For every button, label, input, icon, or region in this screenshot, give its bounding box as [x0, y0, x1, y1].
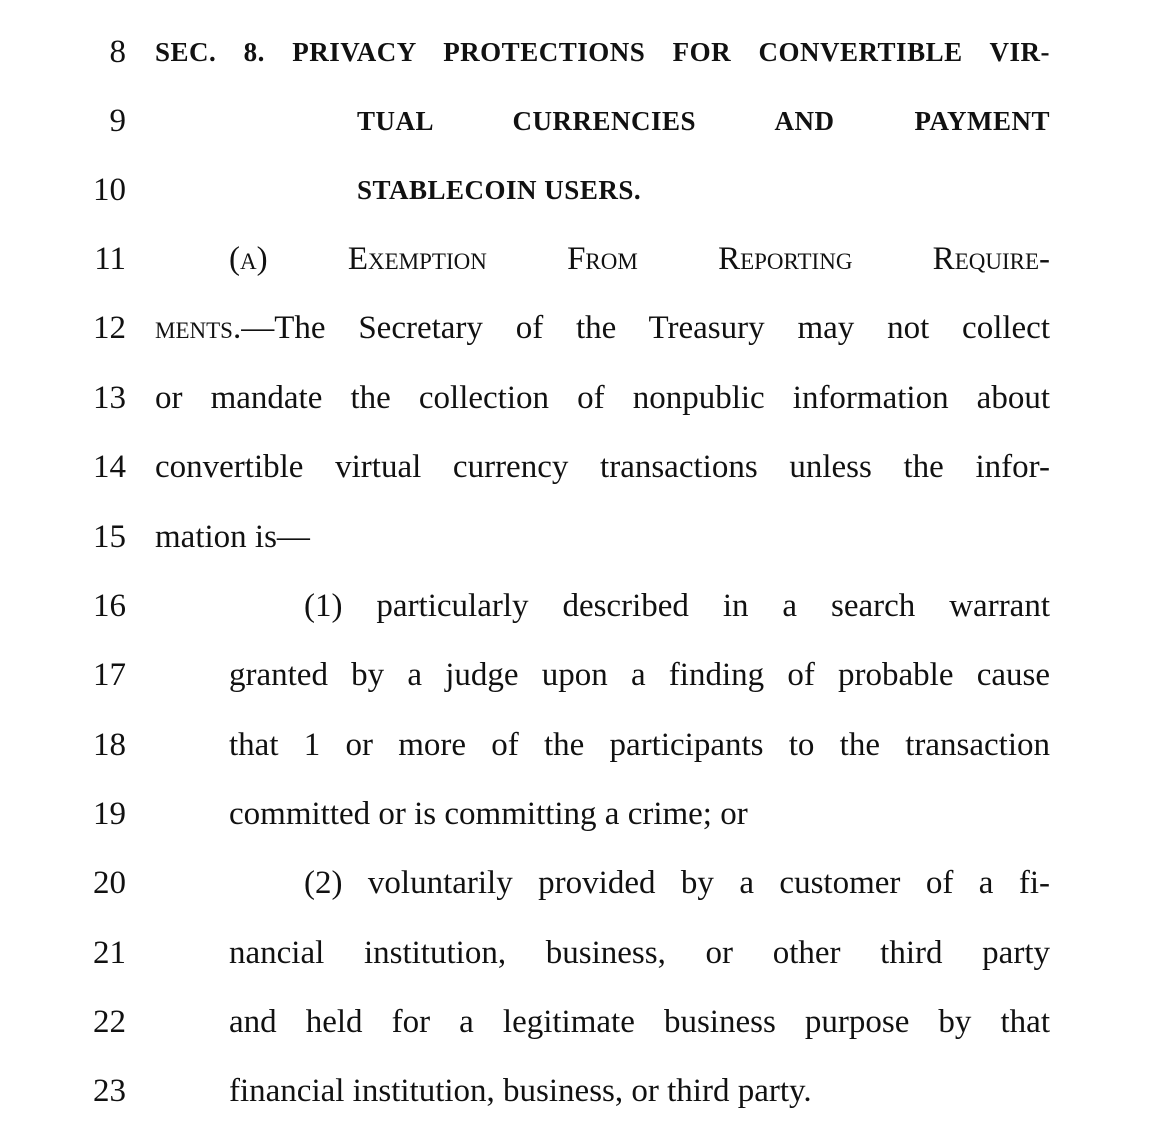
line-number: 15 — [93, 519, 126, 555]
line-22 — [0, 992, 1166, 1052]
line-number: 22 — [93, 1004, 126, 1040]
line-13 — [0, 368, 1166, 428]
body-text: or mandate the collection of nonpublic information about — [155, 380, 1050, 416]
line-9 — [0, 91, 1166, 151]
paragraph-1-text: granted by a judge upon a finding of probable cause — [229, 657, 1050, 693]
line-number: 19 — [93, 796, 126, 832]
paragraph-2: (2) voluntarily provided by a customer of a fi- — [304, 865, 1050, 901]
line-17 — [0, 645, 1166, 705]
line-number: 17 — [93, 657, 126, 693]
paragraph-1-text: committed or is committing a crime; or — [229, 796, 748, 832]
line-number: 16 — [93, 588, 126, 624]
section-heading: SEC. 8. PRIVACY PROTECTIONS FOR CONVERTIBLE VIR- — [155, 37, 1050, 67]
paragraph-2-text: financial institution, business, or third party. — [229, 1073, 812, 1109]
line-20 — [0, 853, 1166, 913]
line-10 — [0, 160, 1166, 220]
line-number: 12 — [93, 310, 126, 346]
line-number: 18 — [93, 727, 126, 763]
line-16 — [0, 576, 1166, 636]
line-15 — [0, 507, 1166, 567]
line-11 — [0, 229, 1166, 289]
section-heading-end: STABLECOIN USERS. — [357, 175, 642, 205]
body-text: convertible virtual currency transactions unless the infor- — [155, 449, 1050, 485]
line-21 — [0, 923, 1166, 983]
body-text: mation is— — [155, 519, 310, 555]
line-14 — [0, 437, 1166, 497]
line-number: 14 — [93, 449, 126, 485]
paragraph-1: (1) particularly described in a search warrant — [304, 588, 1050, 624]
section-heading-cont: TUAL CURRENCIES AND PAYMENT — [357, 106, 1050, 136]
line-8 — [0, 22, 1166, 82]
line-23 — [0, 1061, 1166, 1121]
line-number: 13 — [93, 380, 126, 416]
body-line — [155, 298, 1050, 358]
line-18 — [0, 715, 1166, 775]
line-number: 9 — [109, 103, 126, 139]
body-text: —The Secretary of the Treasury may not collect — [241, 310, 1050, 346]
subsection-heading: (a) Exemption From Reporting Require- — [229, 241, 1050, 277]
line-19 — [0, 784, 1166, 844]
line-number: 23 — [93, 1073, 126, 1109]
line-number: 8 — [109, 34, 126, 70]
line-number: 20 — [93, 865, 126, 901]
line-number: 11 — [94, 241, 126, 277]
line-number: 10 — [93, 172, 126, 208]
paragraph-2-text: and held for a legitimate business purpose by that — [229, 1004, 1050, 1040]
paragraph-2-text: nancial institution, business, or other third party — [229, 935, 1050, 971]
paragraph-1-text: that 1 or more of the participants to the transaction — [229, 727, 1050, 763]
subsection-heading-end: ments. — [155, 310, 242, 346]
line-12 — [0, 298, 1166, 358]
line-number: 21 — [93, 935, 126, 971]
